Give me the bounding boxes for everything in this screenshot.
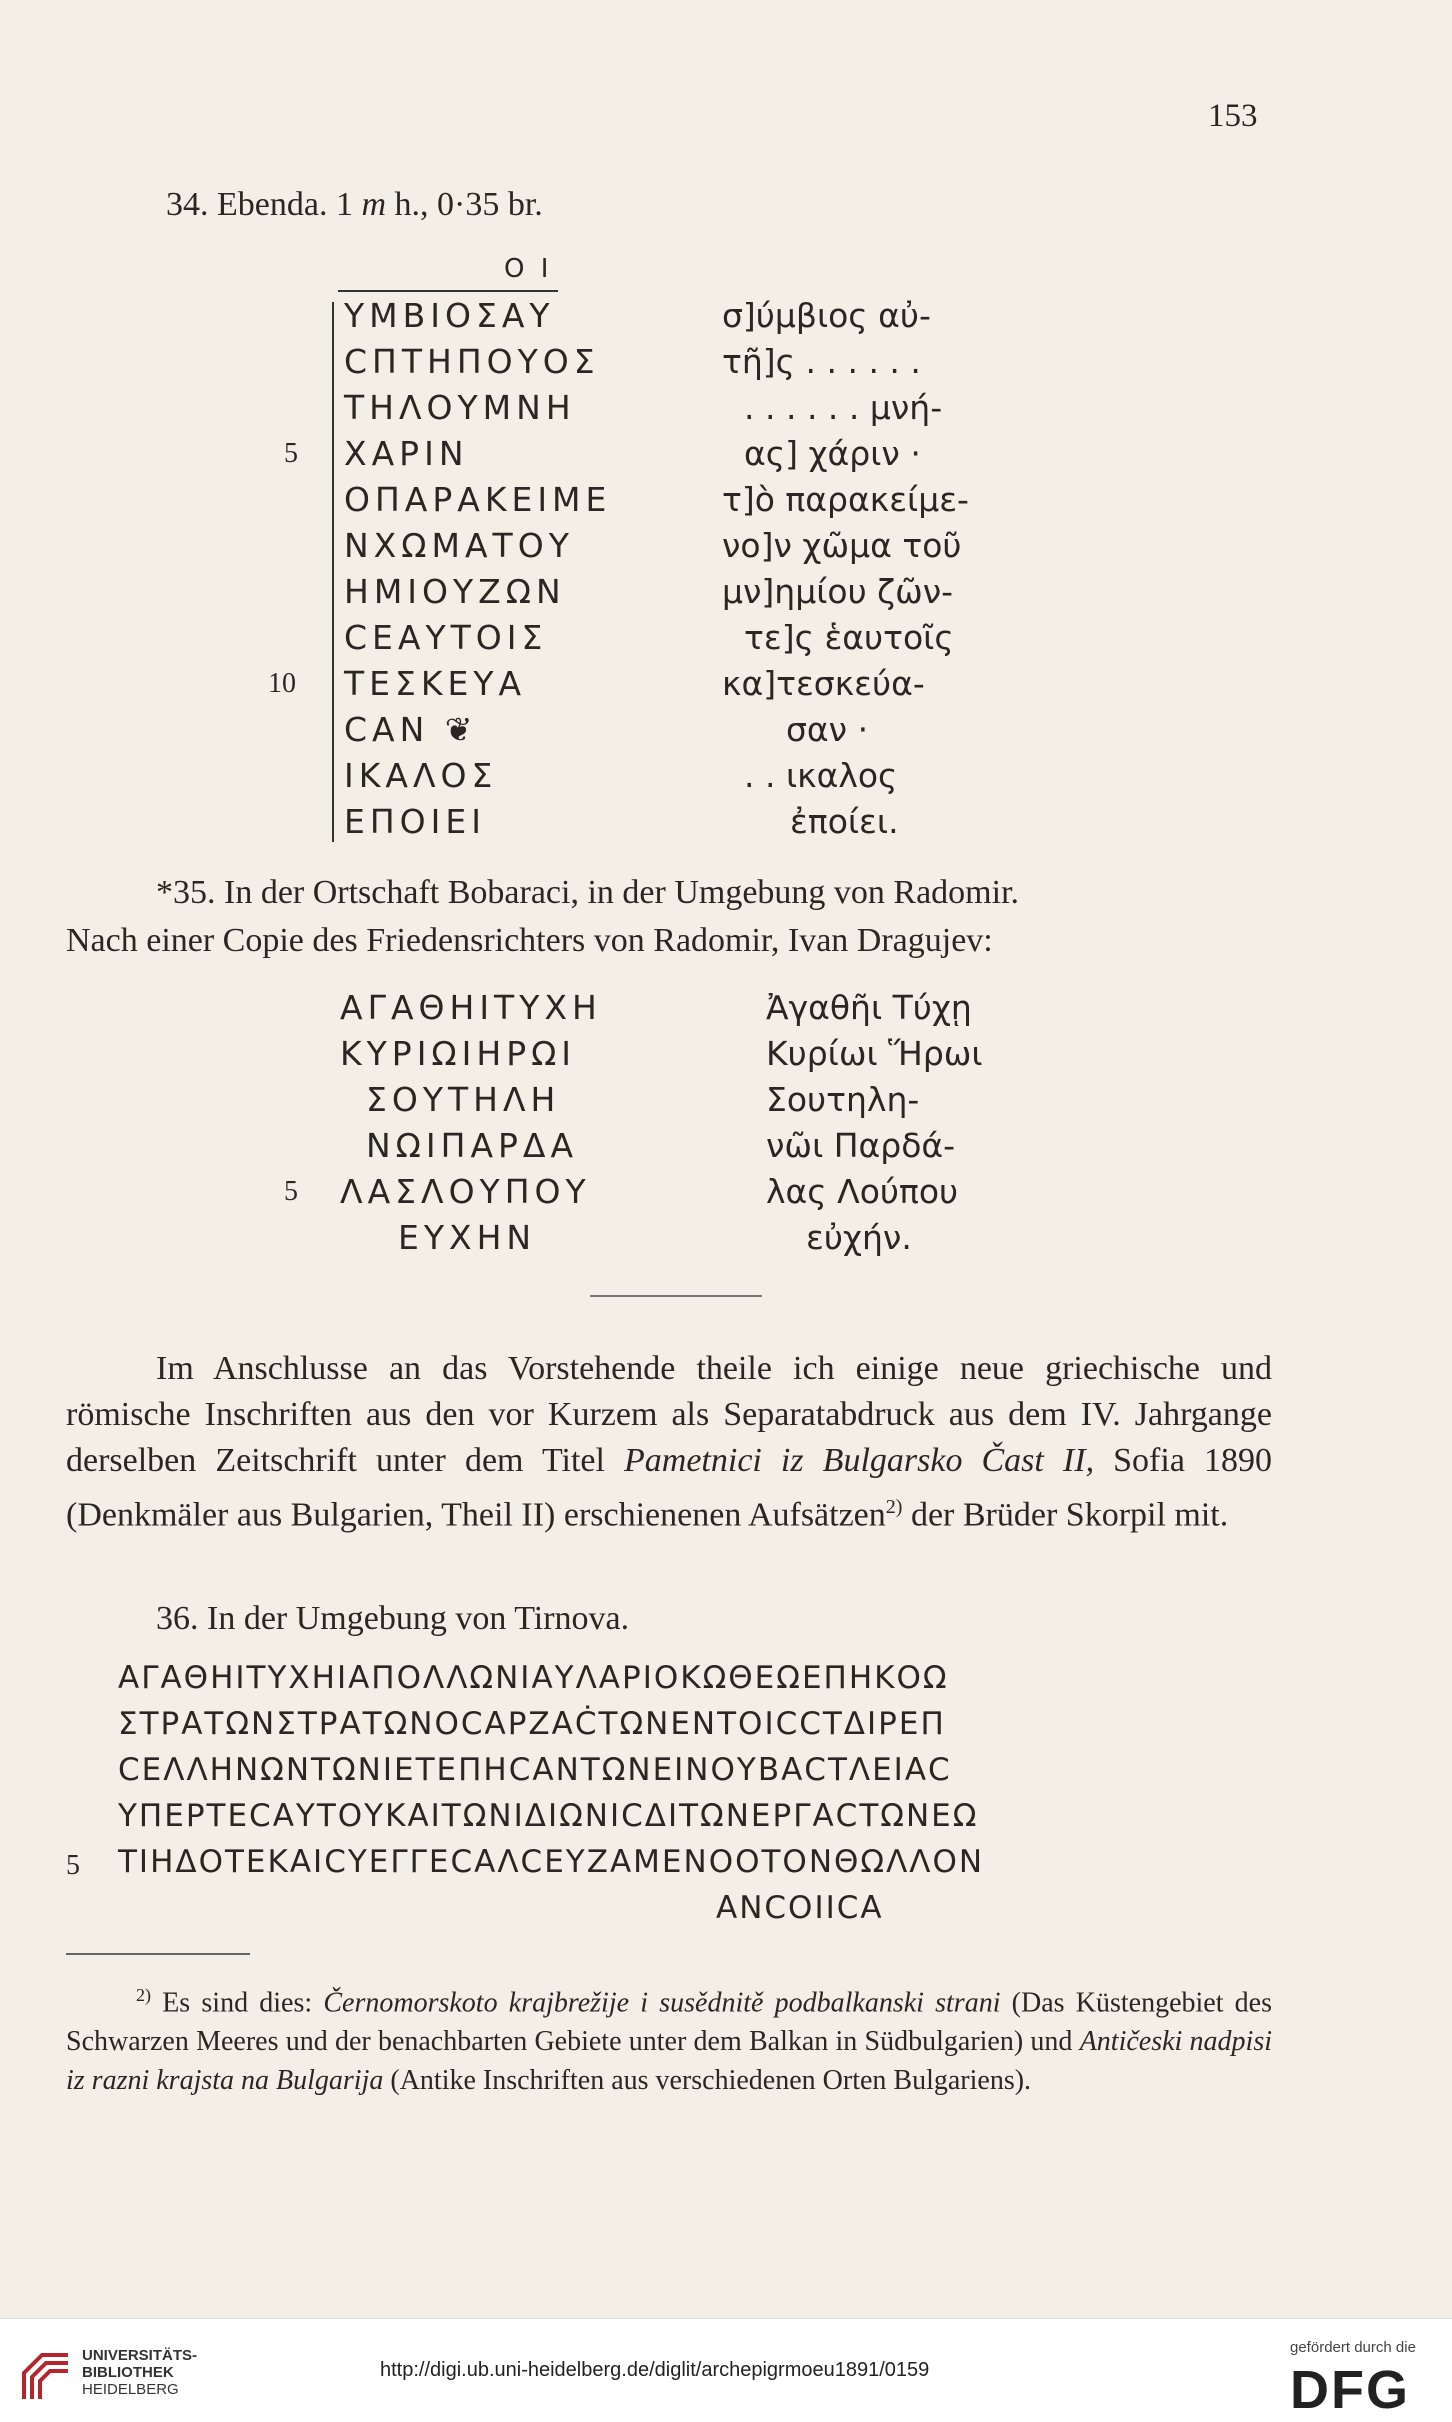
permalink-url[interactable]: http://digi.ub.uni-heidelberg.de/diglit/archepigrmoeu1891/0159	[380, 2359, 930, 2381]
transcription-35-line: Σουτηλη-	[766, 1080, 920, 1119]
inscription-34-line: ΤΕΣΚΕΥΑ	[344, 664, 527, 703]
transcription-34-line: ας] χάριν ·	[744, 434, 921, 473]
transcription-34-line: σ]ύμβιος αὐ-	[722, 296, 931, 335]
transcription-35-line: νῶι Παρδά-	[766, 1126, 956, 1165]
inscription-35-line: ΝΩΙΠΑΡΔΑ	[366, 1126, 579, 1165]
footnote-title: Antičeski nadpisi iz razni krajsta na Bulgarija	[66, 2026, 1273, 2097]
inscription-34-line: ΧΑΡΙΝ	[344, 434, 469, 473]
publication-title: Pametnici iz Bulgarsko Čast II,	[624, 1442, 1095, 1479]
line-number-10: 10	[268, 668, 296, 699]
paragraph-anschluss	[66, 1346, 1272, 1538]
paragraph-text: der Brüder Skorpil mit.	[902, 1496, 1229, 1534]
inscription-36-line: ΑΓΑΘΗΙΤΥΧΗΙΑΠΟΛΛΩΝΙΑΥΛΑΡΙΟΚΩΘΕΩΕΠΗΚΟΩ	[118, 1660, 949, 1696]
inscription-34-line: CΕΑΥΤΟΙΣ	[344, 618, 548, 657]
transcription-34-line: . . ικαλος	[744, 756, 898, 795]
viewer-footer	[0, 2318, 1452, 2422]
footnote-reference[interactable]: 2)	[885, 1496, 903, 1518]
inscription-36-line: ΥΠΕΡΤΕCΑΥΤΟΥΚΑΙΤΩΝΙΔΙΩΝΙCΔΙΤΩΝΕΡΓΑCΤΩΝΕΩ	[118, 1798, 979, 1834]
footnote-marker: 2)	[136, 1985, 151, 2005]
inscription-34-line: ΝΧΩΜΑΤΟΥ	[344, 526, 574, 565]
page-number: 153	[1208, 98, 1258, 134]
inscription-34-line: ΥΜΒΙΟΣΑΥ	[344, 296, 555, 335]
transcription-34-line: ἐποίει.	[790, 802, 899, 841]
inscription-34-overline	[338, 290, 558, 292]
inscription-34-line: ΗΜΙΟΥΖΩΝ	[344, 572, 566, 611]
transcription-35-line: Κυρίωι Ἥρωι	[766, 1034, 983, 1073]
inscription-35-line: ΣΟΥΤΗΛΗ	[366, 1080, 561, 1119]
section-34-heading-post: h., 0·35 br.	[394, 186, 543, 223]
transcription-34-line: τε]ς ἑαυτοῖς	[744, 618, 954, 657]
inscription-34-line: ΙΚΑΛΟΣ	[344, 756, 498, 795]
paragraph-text: Im Anschlusse an das Vorstehende theile ich einige neue griechische und römische Inschriften aus den vor Kurzem als Separatabdruck aus dem IV. Jahrgange derselben Zeitschrift unter dem Titel	[66, 1350, 1272, 1479]
inscription-36-line: ΣΤΡΑΤΩΝΣΤΡΑΤΩΝΟCΑΡΖΑĊΤΩΝΕΝΤΟΙCCΤΔΙΡΕΠ	[118, 1706, 946, 1742]
inscription-34-over-text: O I	[504, 254, 553, 284]
footnote-text: Es sind dies:	[151, 1987, 324, 2019]
inscription-35-line: ΛΑΣΛΟΥΠΟΥ	[340, 1172, 591, 1211]
line-number-5: 5	[284, 438, 298, 469]
transcription-34-line: σαν ·	[786, 710, 869, 749]
inscription-35-line: ΕΥΧΗΝ	[398, 1218, 537, 1257]
inscription-34-line: ΕΠΟΙΕΙ	[344, 802, 486, 841]
transcription-35-line: Ἀγαθῆι Τύχῃ	[766, 988, 972, 1027]
footnote-title: Černomorskoto krajbrežije i susědnitě podbalkanski strani	[323, 1987, 1001, 2019]
funding-note: gefördert durch die	[1290, 2339, 1416, 2356]
inscription-34-line: CΑΝ ❦	[344, 710, 478, 749]
transcription-34-line: τῆ]ς . . . . . .	[722, 342, 921, 381]
footnote-text: (Antike Inschriften aus verschiedenen Orten Bulgariens).	[383, 2065, 1032, 2097]
inscription-34-bracket	[332, 302, 338, 842]
transcription-34-line: νο]ν χῶμα τοῦ	[722, 526, 962, 565]
transcription-34-line: μν]ημίου ζῶν-	[722, 572, 954, 611]
inscription-34-line: ΟΠΑΡΑΚΕΙΜΕ	[344, 480, 612, 519]
library-name	[82, 2347, 197, 2398]
section-35-source: Nach einer Copie des Friedensrichters von Radomir, Ivan Dragujev:	[66, 922, 993, 959]
inscription-36-line: ΑΝCΟΙΙCΑ	[716, 1890, 884, 1926]
inscription-36-line: CΕΛΛΗΝΩΝΤΩΝΙΕΤΕΠΗCΑΝΤΩΝΕΙΝΟΥΒΑCΤΛΕΙΑC	[118, 1752, 952, 1788]
section-36-heading: 36. In der Umgebung von Tirnova.	[156, 1600, 630, 1637]
dfg-logo[interactable]: DFG	[1290, 2360, 1410, 2420]
inscription-35-line: ΚΥΡΙΩΙΗΡΩΙ	[340, 1034, 577, 1073]
inscription-34-line: ΤΗΛΟΥΜΝΗ	[344, 388, 576, 427]
section-34-heading-unit: m	[361, 186, 387, 223]
library-name-line: BIBLIOTHEK	[82, 2364, 174, 2381]
transcription-35-line: εὐχήν.	[806, 1218, 912, 1257]
transcription-35-line: λας Λούπου	[766, 1172, 959, 1211]
line-number-5: 5	[66, 1850, 80, 1881]
section-34-heading-pre: Ebenda. 1	[217, 186, 353, 223]
paragraph-text: Sofia 1890 (Denkmäler aus Bulgarien, Theil II) erschienenen Aufsätzen	[66, 1442, 1272, 1534]
library-name-line: UNIVERSITÄTS-	[82, 2347, 198, 2364]
footnote-rule	[66, 1953, 250, 1955]
section-34-heading	[166, 186, 543, 224]
inscription-36-line: ΤΙΗΔΟΤΕΚΑΙCΥΕΓΓΕCΑΛCΕΥΖΑΜΕΝΟΟΤΟΝΘΩΛΛΟΝ	[118, 1844, 985, 1880]
transcription-34-line: τ]ὸ παρακείμε-	[722, 480, 969, 519]
library-name-line: HEIDELBERG	[82, 2381, 179, 2398]
section-35-intro: *35. In der Ortschaft Bobaraci, in der Umgebung von Radomir.	[156, 874, 1020, 911]
section-separator	[590, 1295, 762, 1297]
section-34-number: 34.	[166, 186, 209, 223]
transcription-34-line: . . . . . . μνή-	[744, 388, 943, 427]
line-number-5: 5	[284, 1176, 298, 1207]
footnote-text: (Das Küstengebiet des Schwarzen Meeres und der benachbarten Gebiete unter dem Balkan in Südbulgarien) und	[66, 1987, 1273, 2058]
inscription-35-line: ΑΓΑΘΗΙΤΥΧΗ	[340, 988, 602, 1027]
inscription-34-line: CΠΤΗΠΟΥΟΣ	[344, 342, 600, 381]
transcription-34-line: κα]τεσκεύα-	[722, 664, 925, 703]
footnote-2	[66, 1976, 1272, 2100]
library-logo-icon[interactable]	[18, 2349, 74, 2405]
